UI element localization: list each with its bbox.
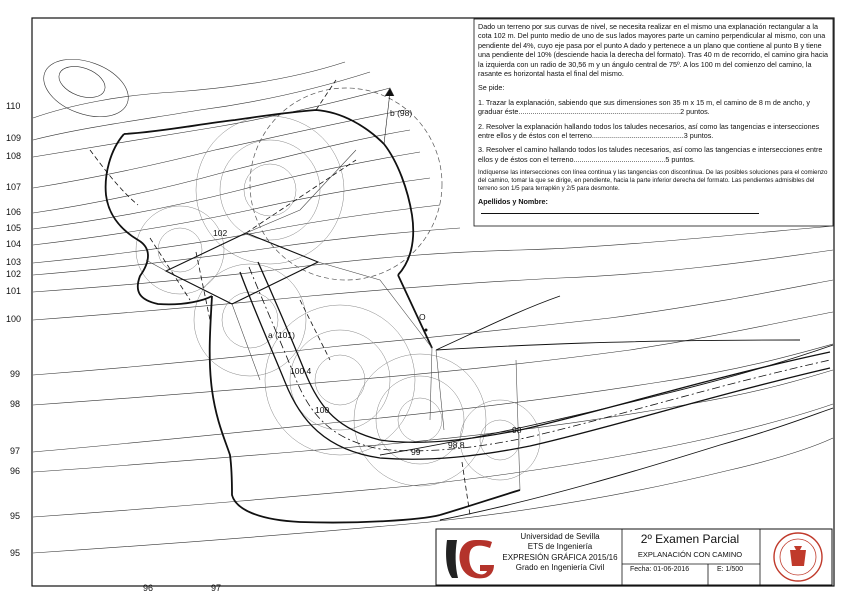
- hilltop-outer: [36, 49, 136, 128]
- exam-title: 2º Examen Parcial: [640, 532, 740, 546]
- exam-statement: [478, 22, 828, 216]
- degree-name: Grado en Ingeniería Civil: [515, 563, 605, 573]
- earthwork-outline: [106, 110, 520, 523]
- contour-label-101: 101: [6, 286, 22, 296]
- contour-105: [33, 152, 420, 229]
- se-pide-label: Se pide:: [478, 83, 505, 93]
- contour-label-bottom-96: 96: [143, 583, 154, 593]
- contour-label-107: 107: [6, 182, 22, 192]
- task-list: [478, 98, 828, 164]
- fill-slope-left: [106, 134, 212, 304]
- contour-98: [33, 312, 833, 405]
- contour-label-105: 105: [6, 223, 22, 233]
- statement-paragraph: Dado un terreno por sus curvas de nivel, se necesita realizar en el mismo una explanación rectangular a la cota 102 m. Del punto medio de uno de sus lados mayores parte un camino perpendicular al mismo, con una pendiente del 4%, cuyo eje pasa por el punto A dado y pertenece a un plano que contiene al punto B y tiene una pendiente del 10% (desciende hacia la derecha del formato). Tras 40 m de recorrido, el camino gira hacia la izquierda con un radio de 30,56 m y un ángulo central de 75º. A los 100 m del comienzo del camino, la rasante es horizontal hasta el final del mismo.: [478, 22, 828, 79]
- road-level-100-4: 100.4: [290, 366, 312, 376]
- road-level-98-8: 98.8: [448, 440, 465, 450]
- contour-106: [33, 130, 410, 213]
- hilltop-inner: [55, 61, 110, 104]
- contour-label-98: 98: [10, 399, 21, 409]
- contour-label-97: 97: [10, 446, 21, 456]
- name-label: Apellidos y Nombre:: [478, 197, 548, 207]
- name-field: [478, 197, 828, 216]
- contour-label-110: 110: [6, 101, 21, 111]
- exam-date: Fecha: 01-06-2016: [630, 566, 690, 573]
- contour-96: [33, 370, 833, 472]
- contour-label-bottom-97: 97: [211, 583, 222, 593]
- contour-label-108: 108: [6, 151, 22, 161]
- contour-101: [33, 226, 833, 292]
- cut-slope-right: [398, 275, 432, 348]
- contour-102: [33, 228, 460, 275]
- point-a-label: a (101): [268, 330, 295, 340]
- exam-title-block: [622, 532, 758, 559]
- contour-label-104: 104: [6, 239, 22, 249]
- contour-103: [33, 205, 440, 263]
- contour-104: [33, 178, 430, 245]
- contour-label-99: 99: [10, 369, 21, 379]
- point-o-label: O: [419, 312, 426, 322]
- road-edges: [240, 262, 830, 459]
- road-level-100: 100: [315, 405, 330, 415]
- contour-label-100: 100: [6, 314, 22, 324]
- school-name: ETS de Ingeniería: [527, 542, 593, 552]
- drawing-scale: E: 1/500: [717, 566, 744, 573]
- road-level-99: 99: [411, 447, 421, 457]
- name-blank[interactable]: [481, 213, 759, 214]
- task-2: 2. Resolver la explanación hallando todos los taludes necesarios, así como las tangencias e intersecciones entre ellos y de éstos con el terreno..............................................3 puntos.: [478, 121, 820, 141]
- exam-subtitle: EXPLANACIÓN CON CAMINO: [637, 550, 743, 559]
- contour-label-95b: 95: [10, 548, 21, 558]
- contour-label-106: 106: [6, 207, 22, 217]
- subject-name: EXPRESIÓN GRÁFICA 2015/16: [502, 552, 618, 562]
- point-o-marker: [425, 329, 428, 332]
- contour-95a: [33, 404, 833, 517]
- contour-label-102: 102: [6, 269, 22, 279]
- institution-block: [500, 532, 620, 574]
- contour-110: [33, 62, 345, 118]
- contour-99: [33, 280, 833, 375]
- hilltop-contours: [36, 49, 136, 128]
- road-level-98: 98: [512, 425, 522, 435]
- statement-notes: Indíquense las intersecciones con línea continua y las tangencias con discontinua. De las posibles soluciones para el comienzo del camino, tomar la que se dirige, en pendiente, hacia la parte inferior derecha del formato. Las pendientes admisibles del terreno son 1/5 para terraplén y 2/5 para desmonte.: [478, 169, 828, 193]
- university-name: Universidad de Sevilla: [520, 532, 600, 541]
- road-edge-outer: [258, 262, 830, 442]
- contour-label-109: 109: [6, 133, 22, 143]
- road-edge-inner: [240, 272, 830, 459]
- platform-level-label: 102: [213, 228, 228, 238]
- point-b-label: b (98): [390, 108, 413, 118]
- task-1: 1. Trazar la explanación, sabiendo que sus dimensiones son 35 m x 15 m, el camino de 8 m de ancho, y graduar éste.................................................................................2 puntos.: [478, 97, 811, 117]
- contour-label-95a: 95: [10, 511, 21, 521]
- contour-label-103: 103: [6, 257, 22, 267]
- contour-label-96: 96: [10, 466, 21, 476]
- task-3: 3. Resolver el camino hallando todos los taludes necesarios, así como las tangencias e intersecciones entre ellos y de éstos con el terreno..............................................5 puntos.: [478, 145, 823, 164]
